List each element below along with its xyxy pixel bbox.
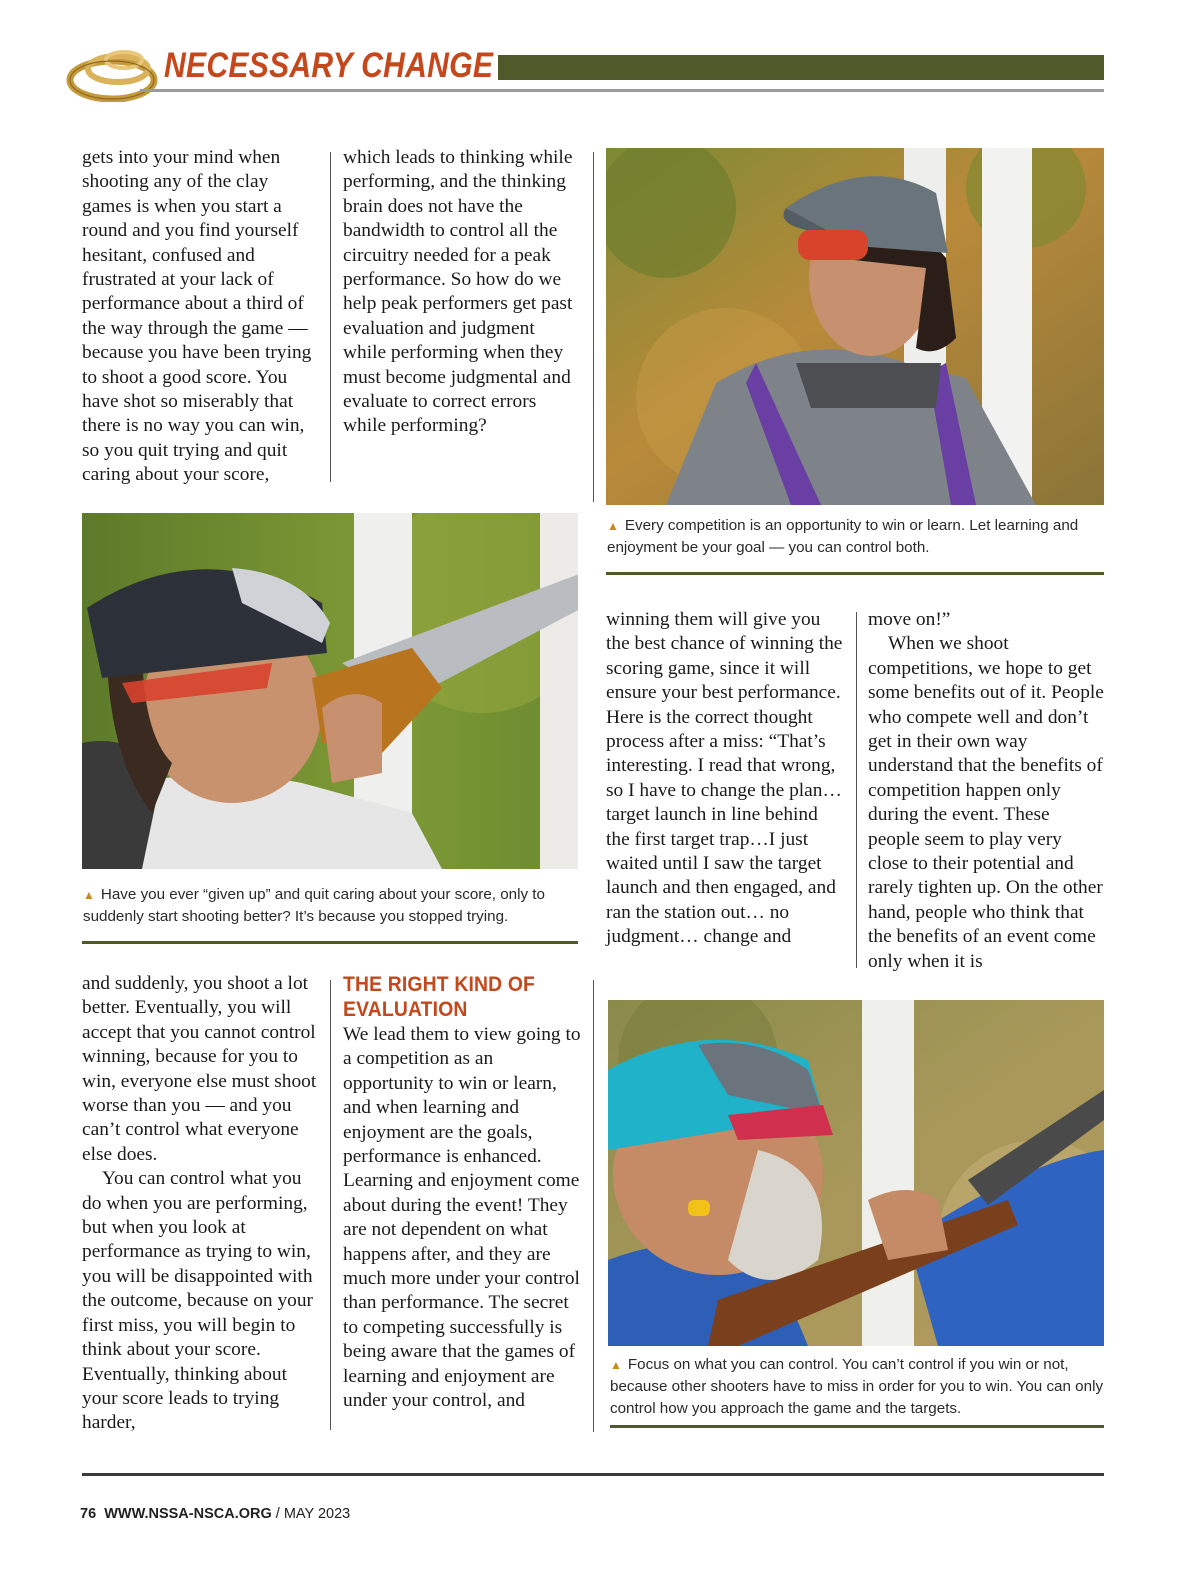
paragraph: move on!” (868, 609, 951, 630)
paragraph: We lead them to view going to a competition as an opportunity to win or learn, and when learning and enjoyment are the goals, performance is enhanced. Learning and enjoyment come about during the event! They are not dependent on what happens after, and they are much more under your control than performance. The secret to competing successfully is being aware that the games of learning and enjoyment are under your control, and (343, 1024, 581, 1412)
photo-caption: ▲ Focus on what you can control. You can’t control if you win or not, because other shooters have to miss in order for you to win. You can only control how you approach the game and the targets. (610, 1356, 1104, 1417)
column-divider (593, 152, 594, 502)
man-aiming-shotgun-photo (82, 513, 578, 869)
column-divider (856, 612, 857, 968)
caption-rule (610, 1425, 1104, 1428)
woman-shooter-photo (606, 148, 1104, 505)
website-link[interactable]: WWW.NSSA-NSCA.ORG (104, 1506, 272, 1522)
column-2-top (343, 146, 581, 439)
paragraph: which leads to thinking while performing, and the thinking brain does not have the bandwidth to control all the circuitry needed for a peak performance. So how do we help peak performers get past evaluation and judgment while performing when they must become judgmental and evaluate to correct errors while performing? (343, 147, 573, 437)
photo-caption: ▲ Have you ever “given up” and quit caring about your score, only to suddenly start shooting better? It’s because you stopped trying. (83, 886, 545, 925)
column-1-top (82, 146, 320, 488)
header-bar (498, 55, 1104, 80)
header-rule (140, 89, 1104, 92)
column-divider (330, 980, 331, 1430)
paragraph: and suddenly, you shoot a lot better. Eventually, you will accept that you cannot control winning, because for you to win, everyone else must shoot worse than you — and you can’t control what everyone else does. (82, 973, 317, 1165)
column-1-bottom (82, 972, 322, 1436)
column-4-middle (868, 608, 1104, 974)
paragraph: gets into your mind when shooting any of the clay games is when you start a round and you find yourself hesitant, confused and frustrated at your lack of performance about a third of the way through the game — because you have been trying to shoot a good score. You have shot so miserably that there is no way you can win, so you quit trying and quit caring about your score, (82, 147, 312, 486)
caption-rule (606, 572, 1104, 575)
footer-rule (82, 1473, 1104, 1476)
triangle-icon: ▲ (607, 519, 619, 533)
footer (80, 1506, 350, 1522)
paragraph: winning them will give you the best chance of winning the scoring game, since it will ensure your best performance. Here is the correct thought process after a miss: “That’s interesting. I read that wrong, so I have to change the plan…target launch in line behind the first target trap…I just waited until I saw the target launch and then engaged, and ran the station out… no judgment… change and (606, 609, 843, 948)
page-number: 76 (80, 1506, 97, 1522)
triangle-icon: ▲ (83, 888, 95, 902)
column-2-bottom (343, 972, 583, 1414)
section-title: NECESSARY CHANGE (164, 46, 494, 85)
caption-rule (82, 941, 578, 944)
triangle-icon: ▲ (610, 1358, 622, 1372)
column-divider (330, 152, 331, 482)
paragraph: You can control what you do when you are performing, but when you look at performance as trying to win, you will be disappointed with the outcome, because on your first miss, you will begin to think about your score. Eventually, thinking about your score leads to trying harder, (82, 1168, 313, 1434)
issue-date: MAY 2023 (283, 1506, 351, 1522)
paragraph: When we shoot competitions, we hope to get some benefits out of it. People who compete well and don’t get in their own way understand that the benefits of competition happen only during the event. These people seem to play very close to their potential and rarely tighten up. On the other hand, people who think that the benefits of an event come only when it is (868, 633, 1104, 972)
column-divider (593, 980, 594, 1432)
footer-separator: / (271, 1506, 284, 1522)
clay-target-icon (66, 42, 158, 102)
column-3-middle (606, 608, 846, 950)
shooter-blue-cap-photo (608, 1000, 1104, 1346)
photo-caption: ▲ Every competition is an opportunity to win or learn. Let learning and enjoyment be your goal — you can control both. (607, 517, 1079, 556)
subhead: THE RIGHT KIND OF EVALUATION (343, 973, 536, 1021)
